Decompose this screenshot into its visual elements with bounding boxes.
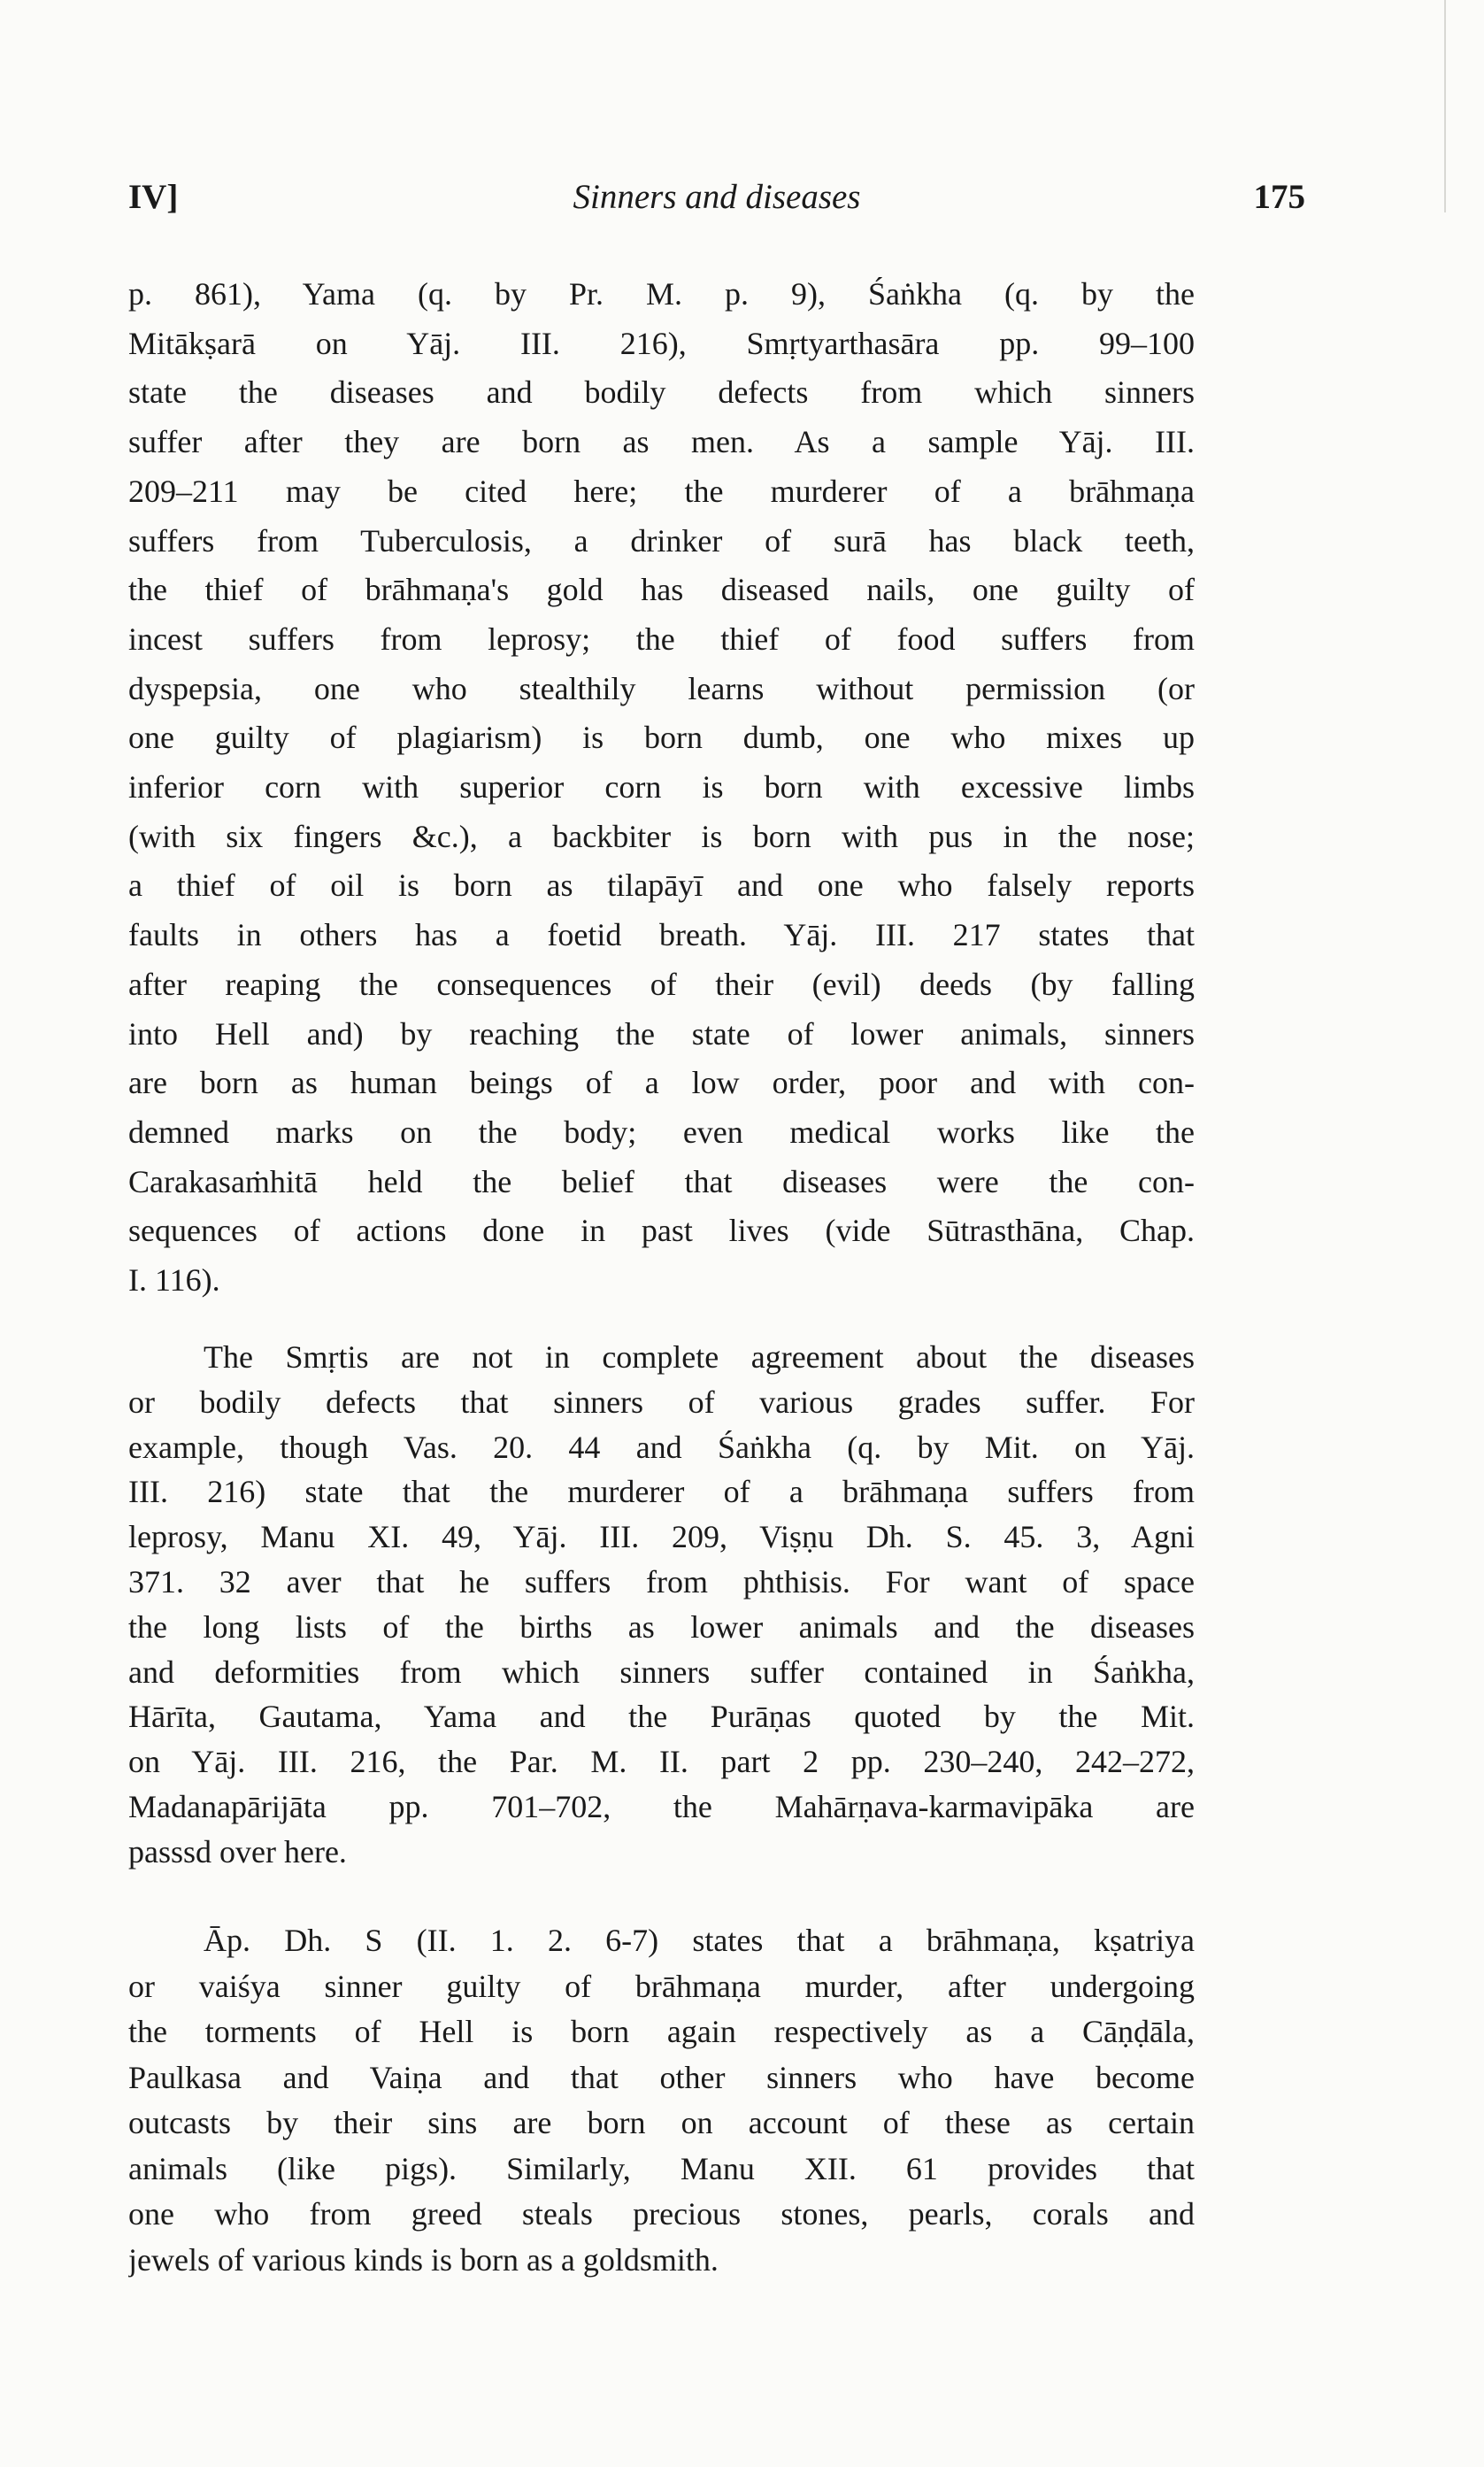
- text-line: example, though Vas. 20. 44 and Śaṅkha (q. by Mit. on Yāj.: [128, 1429, 1195, 1465]
- text-line: (with six fingers &c.), a backbiter is born with pus in the nose;: [128, 818, 1195, 854]
- text-line: jewels of various kinds is born as a goldsmith.: [128, 2241, 719, 2278]
- text-line: after reaping the consequences of their (evil) deeds (by falling: [128, 966, 1195, 1002]
- text-line: the torments of Hell is born again respectively as a Cāṇḍāla,: [128, 2014, 1195, 2049]
- text-line: into Hell and) by reaching the state of lower animals, sinners: [128, 1015, 1195, 1052]
- text-line: or bodily defects that sinners of various grades suffer. For: [128, 1384, 1195, 1420]
- text-line: suffers from Tuberculosis, a drinker of surā has black teeth,: [128, 522, 1195, 559]
- text-line: sequences of actions done in past lives (vide Sūtrasthāna, Chap.: [128, 1213, 1195, 1249]
- text-line: 371. 32 aver that he suffers from phthisis. For want of space: [128, 1563, 1195, 1600]
- paragraph-3: [128, 1918, 1195, 2283]
- text-line: one guilty of plagiarism) is born dumb, one who mixes up: [128, 720, 1195, 756]
- text-line: the long lists of the births as lower animals and the diseases: [128, 1608, 1195, 1645]
- text-line: faults in others has a foetid breath. Yāj. III. 217 states that: [128, 917, 1195, 953]
- text-line: are born as human beings of a low order, poor and with con-: [128, 1065, 1195, 1101]
- text-line: Madanapārijāta pp. 701–702, the Mahārṇava-karmavipāka are: [128, 1788, 1195, 1824]
- page-number: 175: [1253, 178, 1305, 216]
- text-line: demned marks on the body; even medical works like the: [128, 1114, 1195, 1150]
- text-line: on Yāj. III. 216, the Par. M. II. part 2 pp. 230–240, 242–272,: [128, 1744, 1195, 1780]
- text-line: p. 861), Yama (q. by Pr. M. p. 9), Śaṅkha (q. by the: [128, 276, 1195, 312]
- text-line: Paulkasa and Vaiṇa and that other sinners who have become: [128, 2059, 1195, 2095]
- text-line: state the diseases and bodily defects from which sinners: [128, 374, 1195, 411]
- text-line: inferior corn with superior corn is born with excessive limbs: [128, 769, 1195, 806]
- running-header: [128, 177, 1305, 230]
- text-line: a thief of oil is born as tilapāyī and one who falsely reports: [128, 867, 1195, 904]
- text-line: incest suffers from leprosy; the thief of food suffers from: [128, 621, 1195, 657]
- paragraph-2: [128, 1335, 1195, 1875]
- text-line: The Smṛtis are not in complete agreement about the diseases: [204, 1339, 1195, 1375]
- text-line: one who from greed steals precious stones, pearls, corals and: [128, 2196, 1195, 2232]
- text-line: Carakasaṁhitā held the belief that diseases were the con-: [128, 1163, 1195, 1199]
- text-line: suffer after they are born as men. As a sample Yāj. III.: [128, 424, 1195, 460]
- chapter-marker: IV]: [128, 178, 179, 216]
- text-line: Mitākṣarā on Yāj. III. 216), Smṛtyarthasāra pp. 99–100: [128, 325, 1195, 361]
- text-line: dyspepsia, one who stealthily learns without permission (or: [128, 670, 1195, 706]
- text-line: animals (like pigs). Similarly, Manu XII. 61 provides that: [128, 2150, 1195, 2186]
- text-line: 209–211 may be cited here; the murderer of a brāhmaṇa: [128, 473, 1195, 509]
- text-line: III. 216) state that the murderer of a brāhmaṇa suffers from: [128, 1474, 1195, 1510]
- text-line: Āp. Dh. S (II. 1. 2. 6-7) states that a brāhmaṇa, kṣatriya: [204, 1923, 1195, 1958]
- text-line: the thief of brāhmaṇa's gold has diseased nails, one guilty of: [128, 572, 1195, 608]
- text-line: passsd over here.: [128, 1833, 347, 1870]
- text-line: outcasts by their sins are born on account of these as certain: [128, 2105, 1195, 2140]
- running-title: Sinners and diseases: [573, 178, 861, 216]
- text-line: and deformities from which sinners suffer contained in Śaṅkha,: [128, 1654, 1195, 1690]
- page-edge-line: [1444, 0, 1446, 212]
- paragraph-1: [128, 270, 1195, 1306]
- text-line: or vaiśya sinner guilty of brāhmaṇa murder, after undergoing: [128, 1968, 1195, 2004]
- text-line: I. 116).: [128, 1262, 220, 1299]
- text-line: leprosy, Manu XI. 49, Yāj. III. 209, Viṣṇu Dh. S. 45. 3, Agni: [128, 1519, 1195, 1555]
- text-line: Hārīta, Gautama, Yama and the Purāṇas quoted by the Mit.: [128, 1699, 1195, 1735]
